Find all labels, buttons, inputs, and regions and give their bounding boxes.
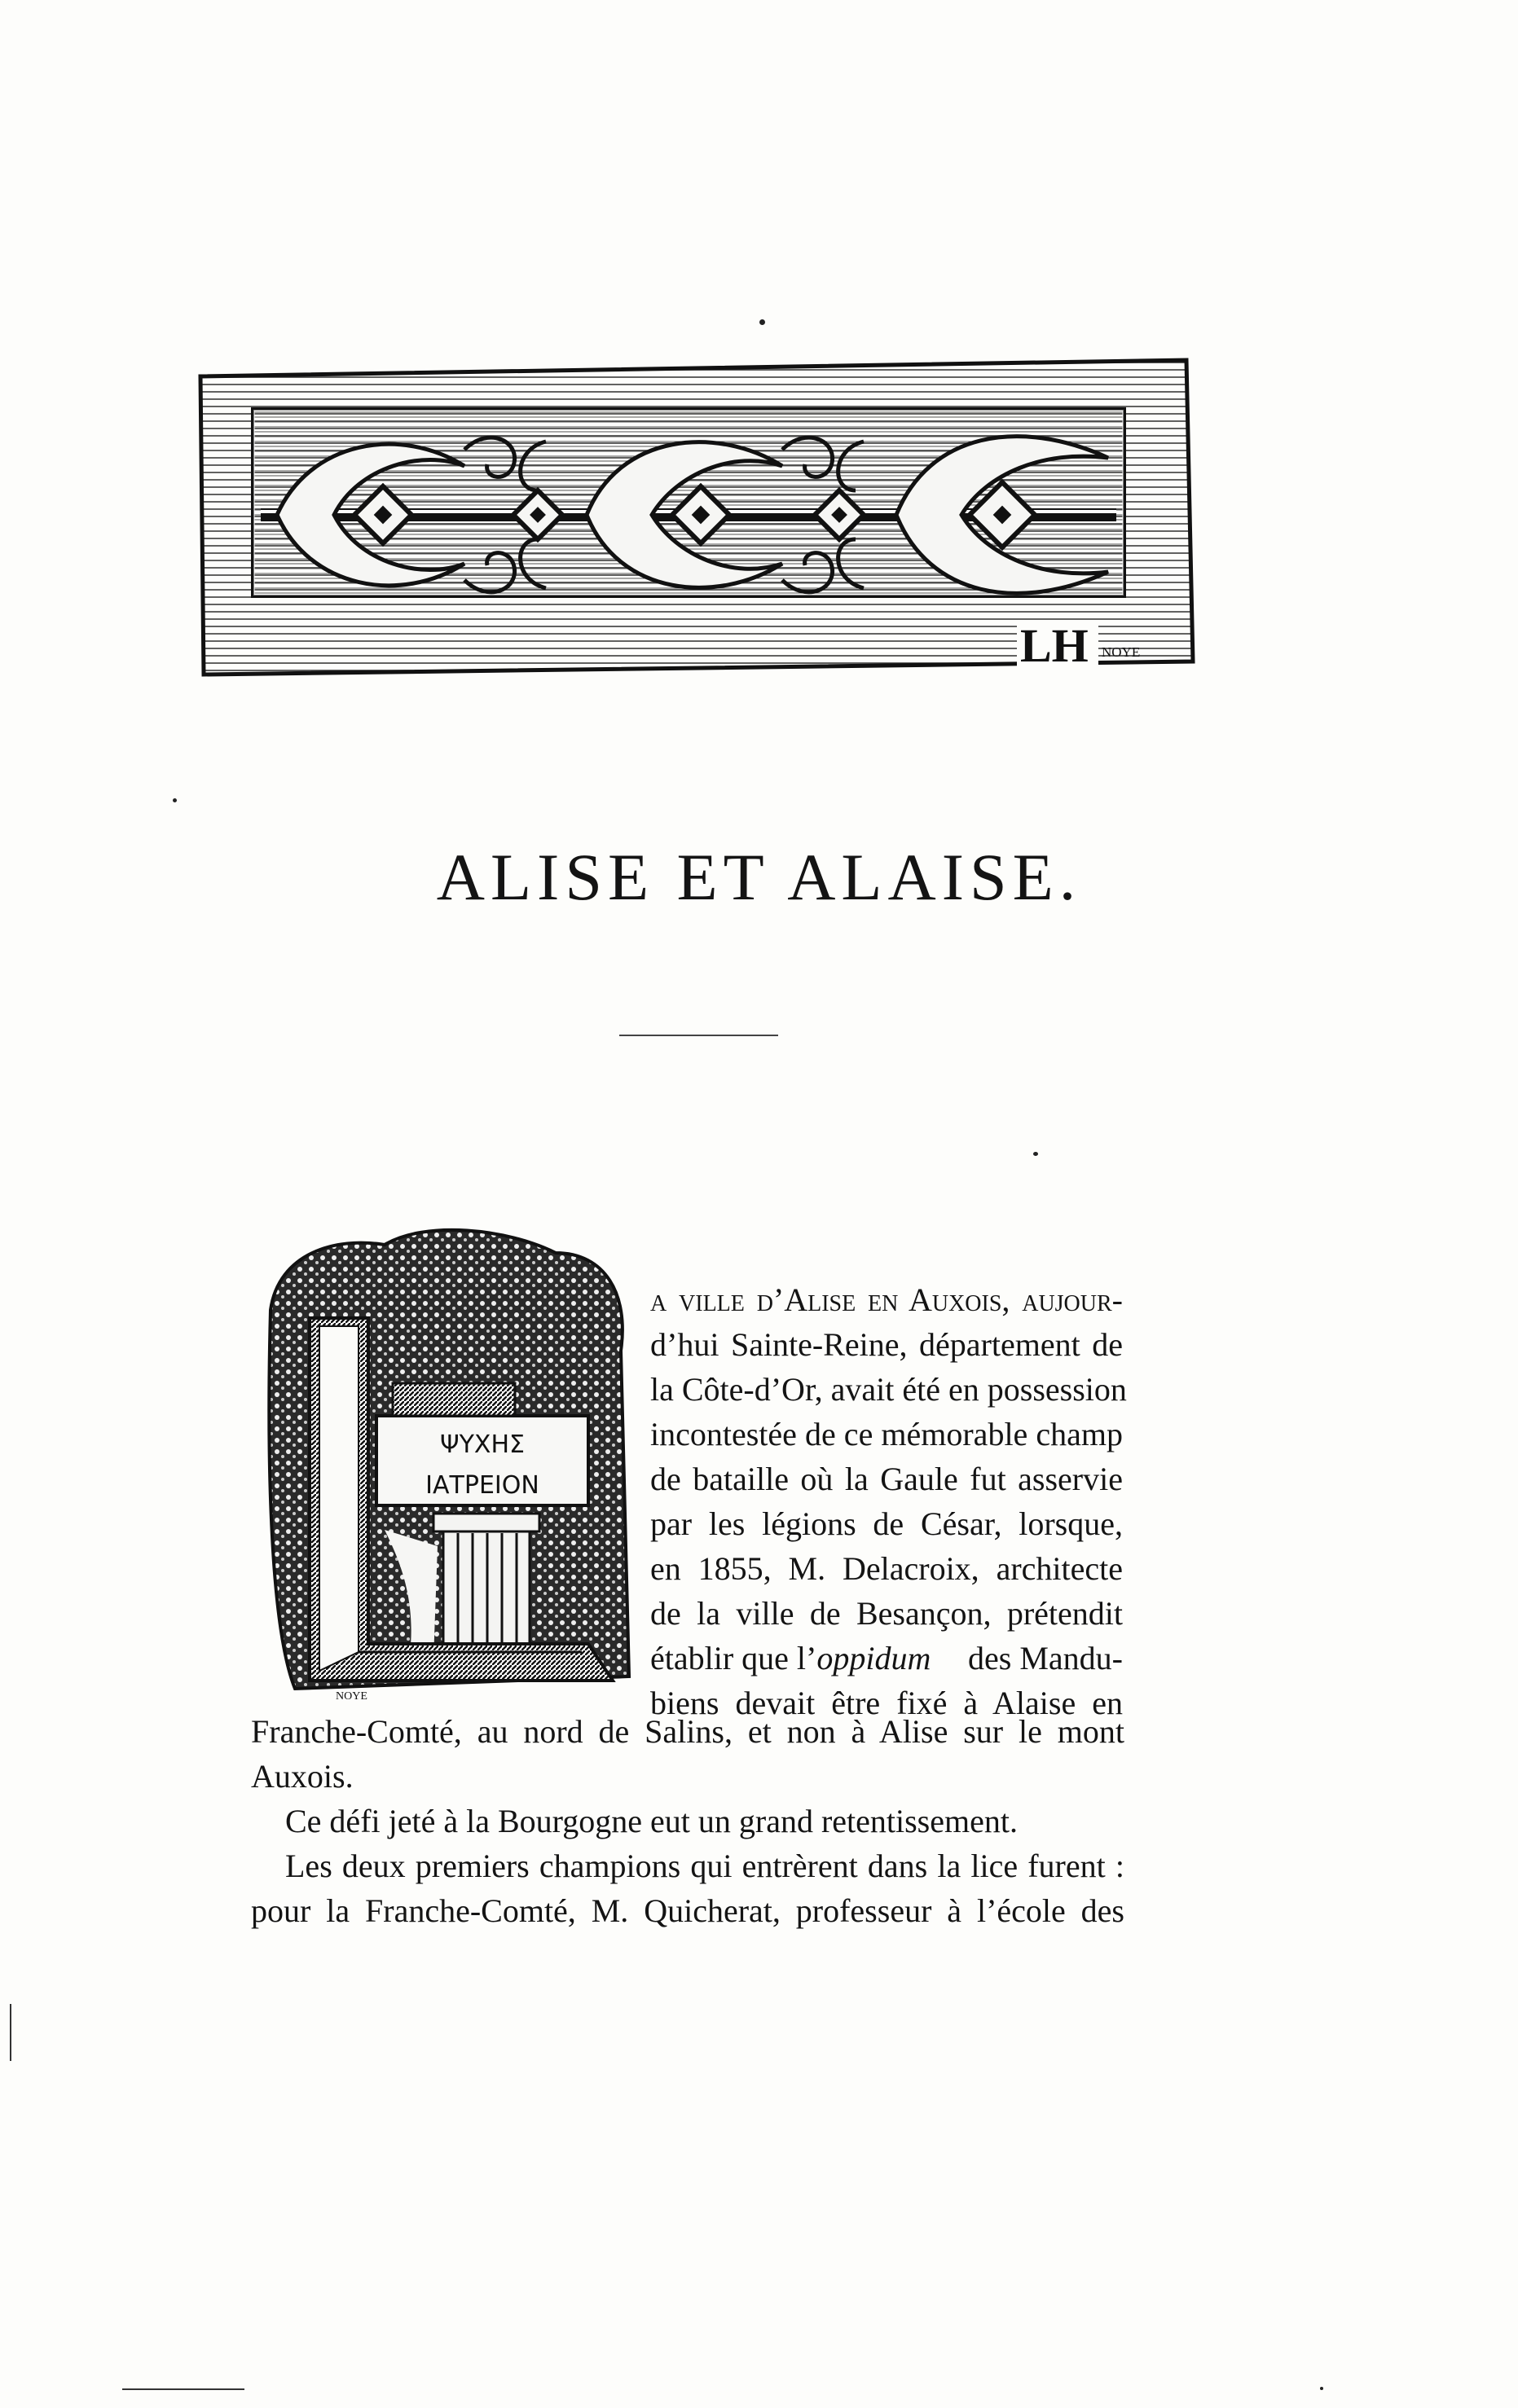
text-line: biens devait être fixé à Alaise en <box>650 1685 1123 1721</box>
text-line: de bataille où la Gaule fut asservie <box>650 1461 1123 1497</box>
text-fragment: établir que l’ <box>650 1640 817 1676</box>
text-line: pour la Franche-Comté, M. Quicherat, professeur à l’école des <box>251 1892 1124 1929</box>
text-line: a ville d’Alise en Auxois, aujour- <box>650 1281 1123 1318</box>
text-line: en 1855, M. Delacroix, architecte <box>650 1550 1123 1587</box>
text-line: incontestée de ce mémorable champ <box>650 1416 1123 1452</box>
monogram: LH <box>1020 619 1089 672</box>
inscription-line-2: ΙΑΤΡΕΙΟΝ <box>425 1471 539 1500</box>
ink-speck <box>1320 2387 1323 2390</box>
page-title: ALISE ET ALAISE. <box>436 840 1082 914</box>
drop-cap-signature: NOYE <box>336 1690 367 1701</box>
ink-speck <box>1033 1152 1038 1156</box>
body-text <box>251 1709 1124 1933</box>
paragraph-1-side <box>650 1277 1127 1725</box>
text-line: de la ville de Besançon, prétendit <box>650 1595 1123 1632</box>
ink-speck <box>173 798 177 802</box>
title-rule <box>619 1035 778 1036</box>
text-line: par les légions de César, lorsque, <box>650 1505 1123 1542</box>
ink-speck <box>759 319 765 325</box>
text-line: Franche-Comté, au nord de Salins, et non à Alise sur le mont <box>251 1713 1124 1750</box>
text-line: d’hui Sainte-Reine, département de <box>650 1326 1123 1363</box>
paragraph-2: Ce défi jeté à la Bourgogne eut un grand retentissement. <box>285 1803 1018 1839</box>
engraver-signature: NOYE <box>1102 644 1141 660</box>
margin-mark <box>122 2388 244 2390</box>
italic-term: oppidum <box>816 1640 931 1676</box>
text-line: Auxois. <box>251 1758 354 1795</box>
text-line: Les deux premiers champions qui entrèrent dans la lice furent : <box>285 1848 1124 1884</box>
margin-mark <box>10 2004 11 2061</box>
text-line <box>650 1636 1123 1681</box>
ornamental-headpiece <box>196 352 1198 679</box>
drop-cap-illustration <box>262 1220 636 1701</box>
text-fragment: des Mandu- <box>968 1640 1123 1676</box>
text-line: la Côte-d’Or, avait été en possession <box>650 1371 1127 1408</box>
inscription-line-1: ΨΥΧΗΣ <box>439 1430 526 1459</box>
